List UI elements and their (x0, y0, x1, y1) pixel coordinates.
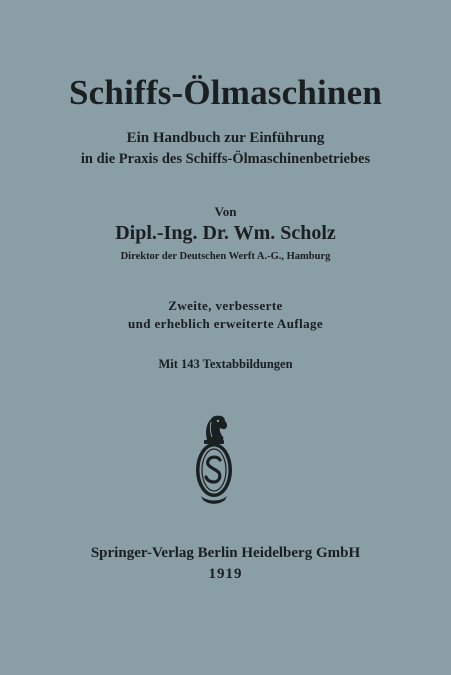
by-label: Von (214, 204, 237, 219)
subtitle-line-1: Ein Handbuch zur Einführung (126, 130, 325, 146)
book-title: Schiffs-Ölmaschinen (69, 73, 382, 112)
publication-year: 1919 (208, 566, 243, 582)
edition-line-1: Zweite, verbesserte (168, 298, 283, 313)
springer-chess-knight-emblem-icon (189, 410, 239, 506)
illustrations-note: Mit 143 Textabbildungen (158, 357, 293, 371)
edition-line-2: und erheblich erweiterte Auflage (127, 316, 324, 331)
publisher-name: Springer-Verlag Berlin Heidelberg GmbH (90, 545, 361, 561)
author-position: Direktor der Deutschen Werft A.-G., Hamburg (120, 251, 331, 262)
author-name: Dipl.-Ing. Dr. Wm. Scholz (115, 222, 336, 244)
subtitle-line-2: in die Praxis des Schiffs-Ölmaschinenbetriebes (80, 151, 371, 167)
